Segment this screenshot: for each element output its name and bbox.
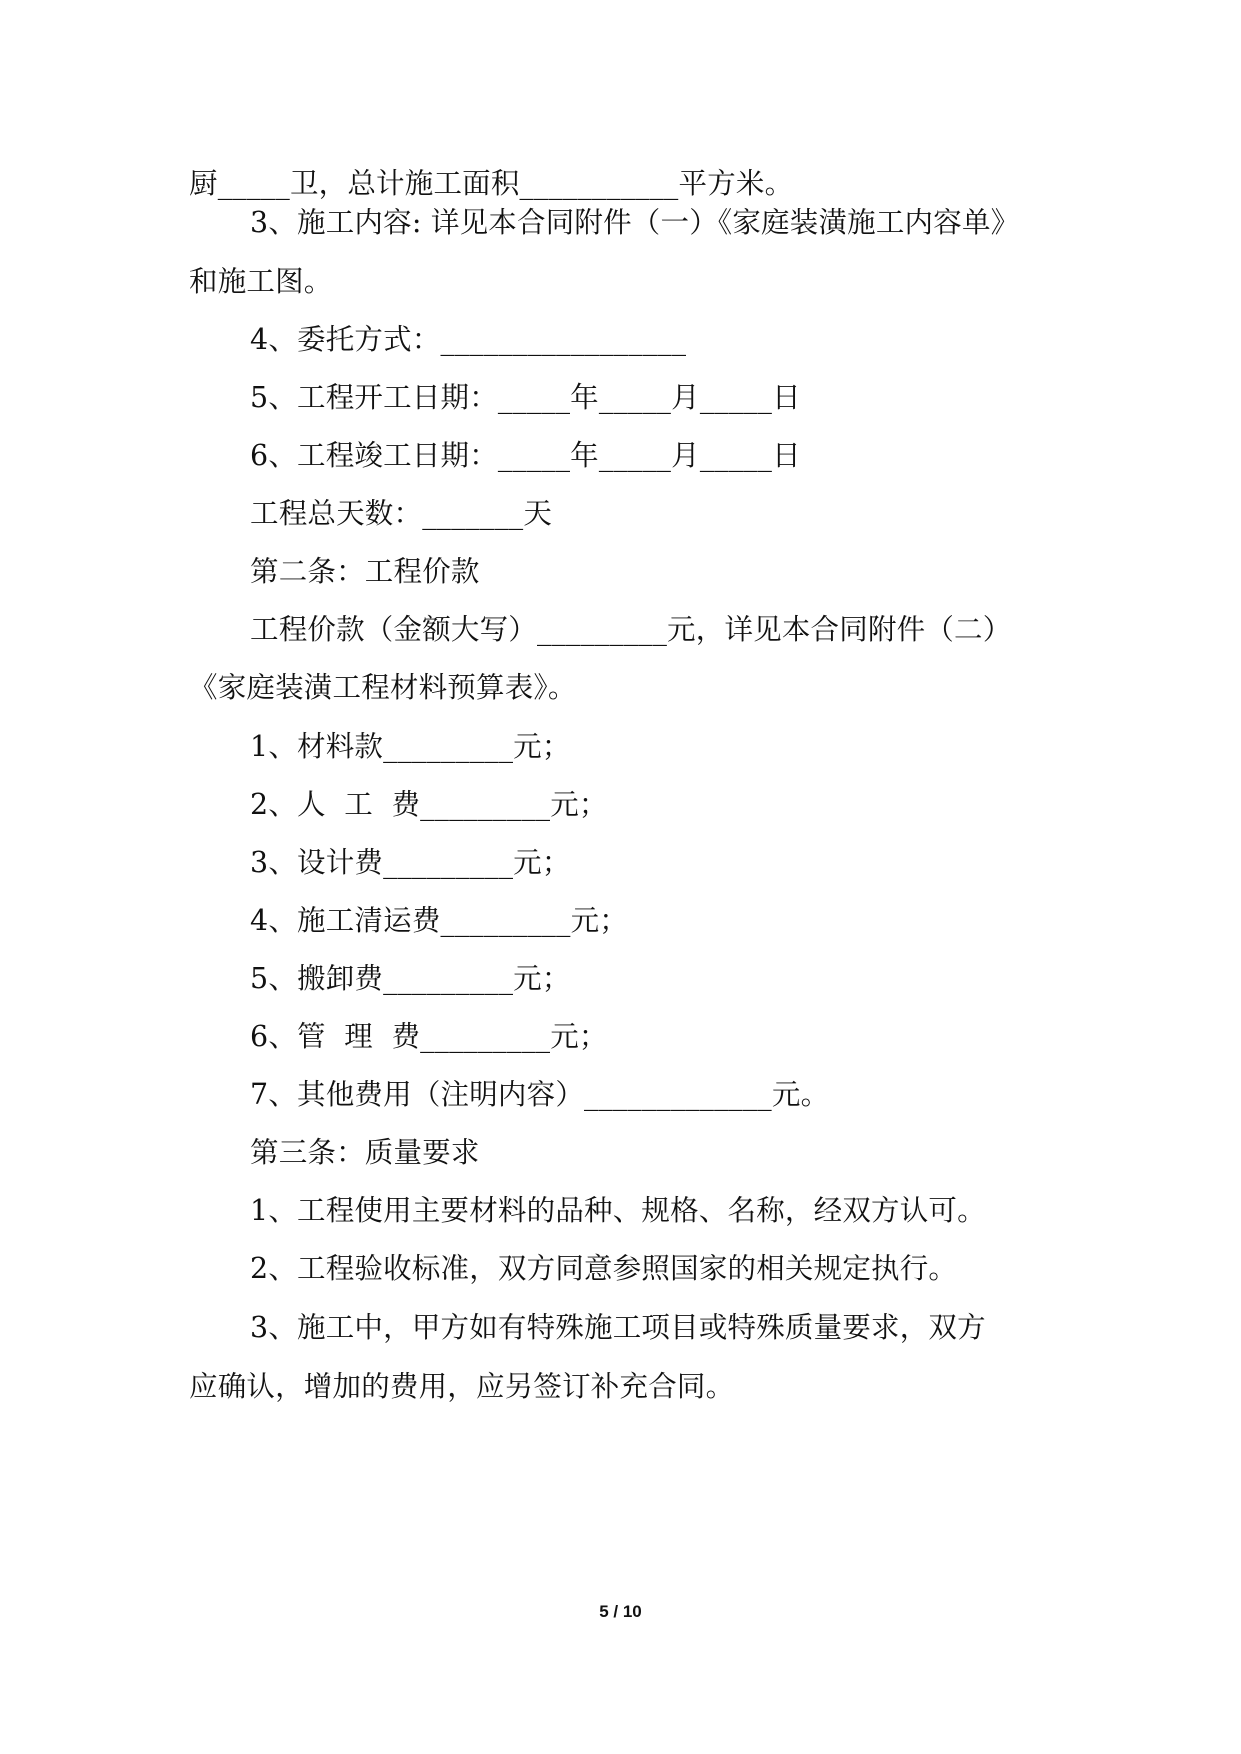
section-heading-price: 第二条：工程价款 [250,555,480,588]
list-item-moving-fee: 5、搬卸费_________元； [250,962,571,995]
list-item-management-fee: 6、管 理 费_________元； [250,1020,608,1053]
text-line-commission-method: 4、委托方式：_________________ [250,323,687,356]
text-line-total-days: 工程总天数：_______天 [250,497,553,530]
text-line-supplementary-contract: 应确认，增加的费用，应另签订补充合同。 [189,1370,735,1403]
text-line-construction-drawings: 和施工图。 [189,265,333,298]
text-line-construction-content: 3、施工内容: 详见本合同附件（一）《家庭装潢施工内容单》 [250,206,1020,239]
list-item-other-fees: 7、其他费用（注明内容）_____________元。 [250,1078,830,1111]
text-line-quality-materials: 1、工程使用主要材料的品种、规格、名称，经双方认可。 [250,1194,986,1227]
text-line-start-date: 5、工程开工日期：_____年_____月_____日 [250,381,801,414]
text-line-budget-table: 《家庭装潢工程材料预算表》。 [189,671,577,704]
list-item-labor-cost: 2、人 工 费_________元； [250,788,608,821]
text-line-completion-date: 6、工程竣工日期：_____年_____月_____日 [250,439,801,472]
list-item-design-fee: 3、设计费_________元； [250,846,571,879]
text-line-area-total: 厨_____卫，总计施工面积___________平方米。 [189,167,794,200]
text-line-special-requirements: 3、施工中，甲方如有特殊施工项目或特殊质量要求，双方 [250,1311,986,1344]
text-line-price-amount: 工程价款（金额大写）_________元，详见本合同附件（二） [250,613,1012,646]
list-item-material-cost: 1、材料款_________元； [250,730,571,763]
page-number: 5 / 10 [599,1602,642,1621]
list-item-cleanup-fee: 4、施工清运费_________元； [250,904,628,937]
text-line-acceptance-standard: 2、工程验收标准，双方同意参照国家的相关规定执行。 [250,1252,958,1285]
section-heading-quality: 第三条：质量要求 [250,1136,480,1169]
